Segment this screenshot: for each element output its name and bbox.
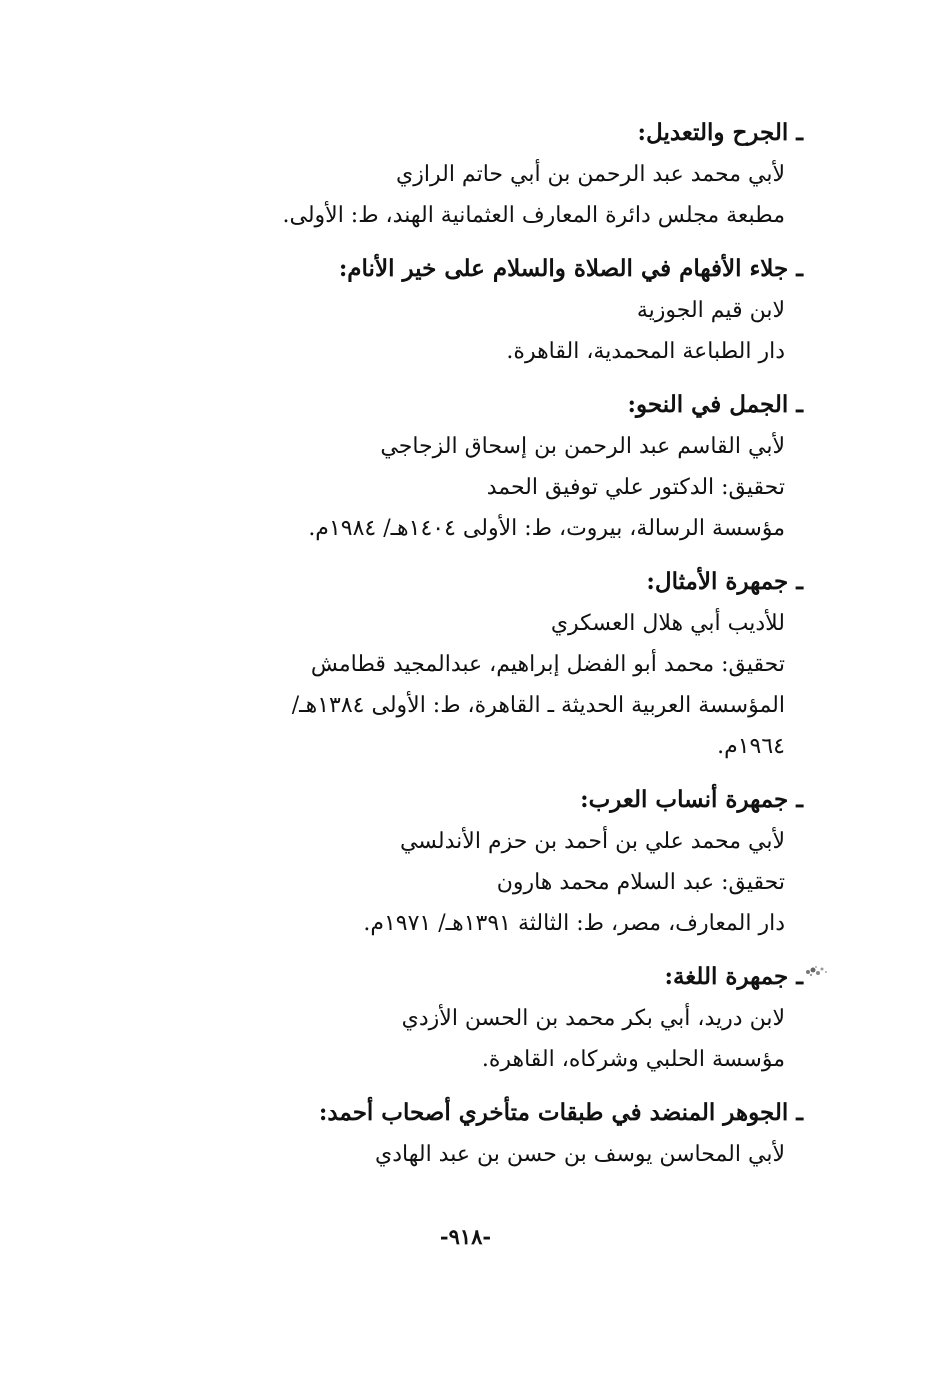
entry-author: للأديب أبي هلال العسكري [550,611,785,636]
entry-author: لابن قيم الجوزية [636,298,785,323]
entry-publisher: دار الطباعة المحمدية، القاهرة. [506,339,785,364]
bibliography-list [103,112,803,1187]
entry-title: ـ جمهرة اللغة: [664,963,803,990]
entry-editor: تحقيق: محمد أبو الفضل إبراهيم، عبدالمجيد قطامش [310,652,785,677]
entry-publisher: مؤسسة الرسالة، بيروت، ط: الأولى ١٤٠٤هـ/ ١٩٨٤م. [308,516,785,541]
bibliography-entry [103,248,803,372]
scan-smudge-icon [800,960,834,982]
bibliography-entry [103,112,803,236]
entry-author: لابن دريد، أبي بكر محمد بن الحسن الأزدي [401,1006,785,1031]
entry-title: ـ الجمل في النحو: [627,391,803,418]
entry-title: ـ الجوهر المنضد في طبقات متأخري أصحاب أحمد: [318,1099,803,1126]
bibliography-entry [103,956,803,1080]
entry-title: ـ جمهرة أنساب العرب: [580,786,803,813]
bibliography-entry [103,1092,803,1175]
entry-title: ـ جلاء الأفهام في الصلاة والسلام على خير الأنام: [338,255,803,282]
entry-author: لأبي المحاسن يوسف بن حسن بن عبد الهادي [375,1142,785,1167]
page-number: -٩١٨- [439,1224,492,1249]
entry-publisher: المؤسسة العربية الحديثة ـ القاهرة، ط: الأولى ١٣٨٤هـ/ [291,693,785,718]
entry-publisher: دار المعارف، مصر، ط: الثالثة ١٣٩١هـ/ ١٩٧١م. [363,911,785,936]
entry-publisher: مؤسسة الحلبي وشركاه، القاهرة. [481,1047,785,1072]
bibliography-entry [103,384,803,549]
entry-author: لأبي محمد عبد الرحمن بن أبي حاتم الرازي [396,162,785,187]
entry-title: ـ الجرح والتعديل: [637,119,803,146]
bibliography-entry [103,779,803,944]
entry-editor: تحقيق: الدكتور علي توفيق الحمد [486,475,785,500]
entry-author: لأبي محمد علي بن أحمد بن حزم الأندلسي [399,829,785,854]
entry-title: ـ جمهرة الأمثال: [646,568,803,595]
entry-publisher: مطبعة مجلس دائرة المعارف العثمانية الهند، ط: الأولى. [282,203,785,228]
entry-author: لأبي القاسم عبد الرحمن بن إسحاق الزجاجي [380,434,785,459]
entry-publisher-continued: ١٩٦٤م. [717,734,785,759]
entry-editor: تحقيق: عبد السلام محمد هارون [496,870,785,895]
bibliography-entry [103,561,803,767]
